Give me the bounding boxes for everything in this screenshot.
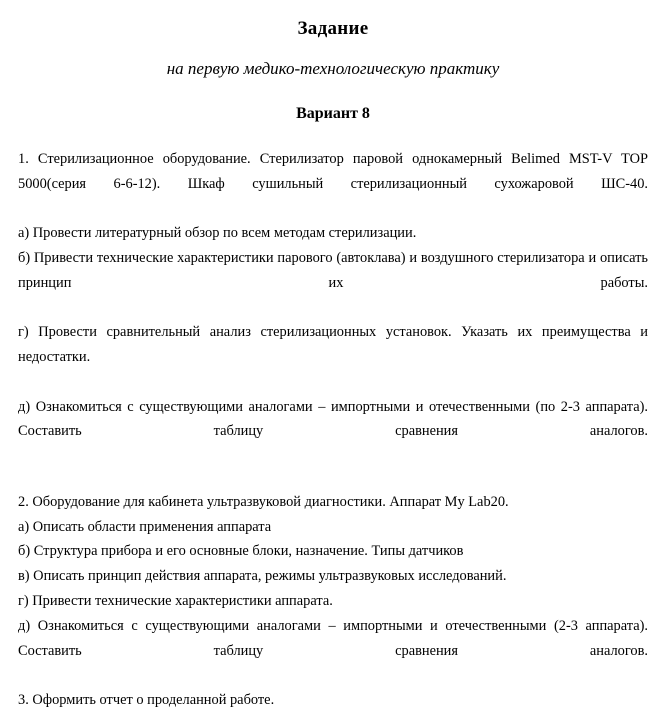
task-item-1g: г) Провести сравнительный анализ стерилизационных установок. Указать их преимущества и недостатки. [18, 324, 648, 366]
task-item-2v: в) Описать принцип действия аппарата, режимы ультразвуковых исследований. [18, 568, 507, 585]
task-item-2a: а) Описать области применения аппарата [18, 518, 272, 535]
variant-heading: Вариант 8 [296, 105, 370, 122]
task-item-2g: г) Привести технические характеристики аппарата. [18, 593, 333, 610]
task-item-2: 2. Оборудование для кабинета ультразвуковой диагностики. Аппарат My Lab20. [18, 493, 509, 510]
document-body [18, 147, 648, 713]
task-item-1b: б) Привести технические характеристики парового (автоклава) и воздушного стерилизатора и описать принцип их работы. [18, 250, 648, 291]
page-title: Задание [297, 18, 369, 39]
task-item-2d: д) Ознакомиться с существующими аналогами – импортными и отечественными (2-3 аппарата). Составить таблицу сравнения аналогов. [18, 617, 648, 659]
task-item-1: 1. Стерилизационное оборудование. Стерилизатор паровой однокамерный Belimed MST-V TOP 5000(серия 6-6-12). Шкаф сушильный стерилизационный сухожаровой ШС-40. [18, 151, 648, 192]
task-item-1a: а) Провести литературный обзор по всем методам стерилизации. [18, 225, 417, 242]
paragraph-spacer [18, 469, 648, 490]
task-item-2b: б) Структура прибора и его основные блоки, назначение. Типы датчиков [18, 543, 464, 560]
task-item-1d: д) Ознакомиться с существующими аналогами – импортными и отечественными (по 2-3 аппарата). Составить таблицу сравнения аналогов. [18, 398, 648, 440]
page-subtitle: на первую медико-технологическую практику [166, 59, 500, 78]
task-item-3: 3. Оформить отчет о проделанной работе. [18, 692, 275, 709]
